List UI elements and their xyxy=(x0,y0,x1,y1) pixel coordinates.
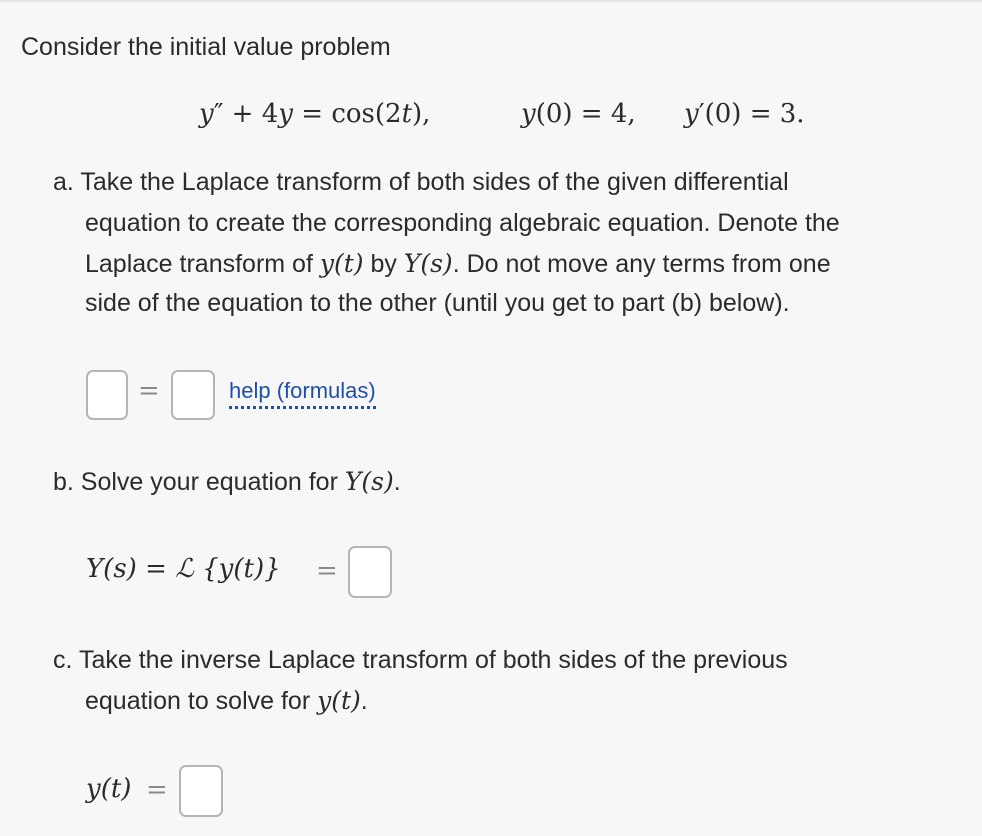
part-a-Y: Y xyxy=(403,249,421,278)
part-a-equals: = xyxy=(138,376,160,406)
ode-y2: y xyxy=(278,99,293,129)
part-c-equals: = xyxy=(146,775,168,805)
part-b-equals: = xyxy=(316,556,338,586)
part-b-eq-equals: = xyxy=(136,554,176,584)
part-c-t: (t) xyxy=(331,686,361,715)
part-c-line-2-pre: equation to solve for xyxy=(85,687,318,715)
initial-condition-1 xyxy=(521,98,636,129)
part-b-text-post: . xyxy=(393,468,401,496)
ic2-rest: (0) = 3. xyxy=(704,99,805,129)
part-a-line-3 xyxy=(85,249,831,279)
part-a-t: (t) xyxy=(333,249,364,278)
ode-close: ), xyxy=(412,99,431,129)
part-c-y: y xyxy=(317,686,332,715)
part-a-s: (s) xyxy=(420,249,453,278)
part-b-eq-s: (s) xyxy=(103,554,137,584)
ode-equals: = xyxy=(292,99,332,129)
part-c-line-2-post: . xyxy=(360,687,368,715)
ic1-rest: (0) = 4, xyxy=(535,99,636,129)
part-b-input[interactable] xyxy=(348,546,392,598)
part-a-line-1: a. Take the Laplace transform of both sides of the given differential xyxy=(53,168,789,196)
part-c-line-2 xyxy=(85,686,368,716)
ode-primes: ″ xyxy=(213,99,224,129)
top-divider xyxy=(0,0,982,2)
part-b-equation xyxy=(86,553,281,584)
ic2-prime: ′ xyxy=(698,99,705,129)
part-c-input[interactable] xyxy=(179,765,223,817)
ode-plus-4: + 4 xyxy=(223,99,279,129)
part-a-line-2: equation to create the corresponding algebraic equation. Denote the xyxy=(85,209,840,237)
initial-condition-2 xyxy=(684,98,805,129)
help-formulas-link[interactable]: help (formulas) xyxy=(229,378,376,409)
part-a-line-3-post: . Do not move any terms from one xyxy=(452,250,831,278)
ic2-y: y xyxy=(684,99,699,129)
ode-cos: cos(2 xyxy=(331,99,402,129)
part-b-text xyxy=(53,467,401,497)
part-c-eq-t: (t) xyxy=(100,774,132,804)
intro-text: Consider the initial value problem xyxy=(21,33,391,61)
part-a-line-3-pre: Laplace transform of xyxy=(85,250,320,278)
part-a-rhs-input[interactable] xyxy=(171,370,215,420)
part-c-line-1: c. Take the inverse Laplace transform of both sides of the previous xyxy=(53,646,788,674)
part-a-y: y xyxy=(319,249,334,278)
part-b-text-pre: b. Solve your equation for xyxy=(53,468,345,496)
ic1-y: y xyxy=(521,99,536,129)
part-b-eq-Y: Y xyxy=(86,554,104,584)
part-b-Y: Y xyxy=(344,467,362,496)
part-b-eq-yt: {y(t)} xyxy=(193,554,281,584)
ode-y: y xyxy=(199,99,214,129)
part-c-equation xyxy=(86,773,131,804)
part-b-s: (s) xyxy=(361,467,394,496)
part-c-eq-y: y xyxy=(86,774,101,804)
ode-t: t xyxy=(401,99,413,129)
part-a-by: by xyxy=(363,250,404,278)
part-a-lhs-input[interactable] xyxy=(86,370,128,420)
laplace-symbol: ℒ xyxy=(175,554,194,584)
part-a-line-4: side of the equation to the other (until you get to part (b) below). xyxy=(85,289,790,317)
ode-equation xyxy=(199,98,430,129)
